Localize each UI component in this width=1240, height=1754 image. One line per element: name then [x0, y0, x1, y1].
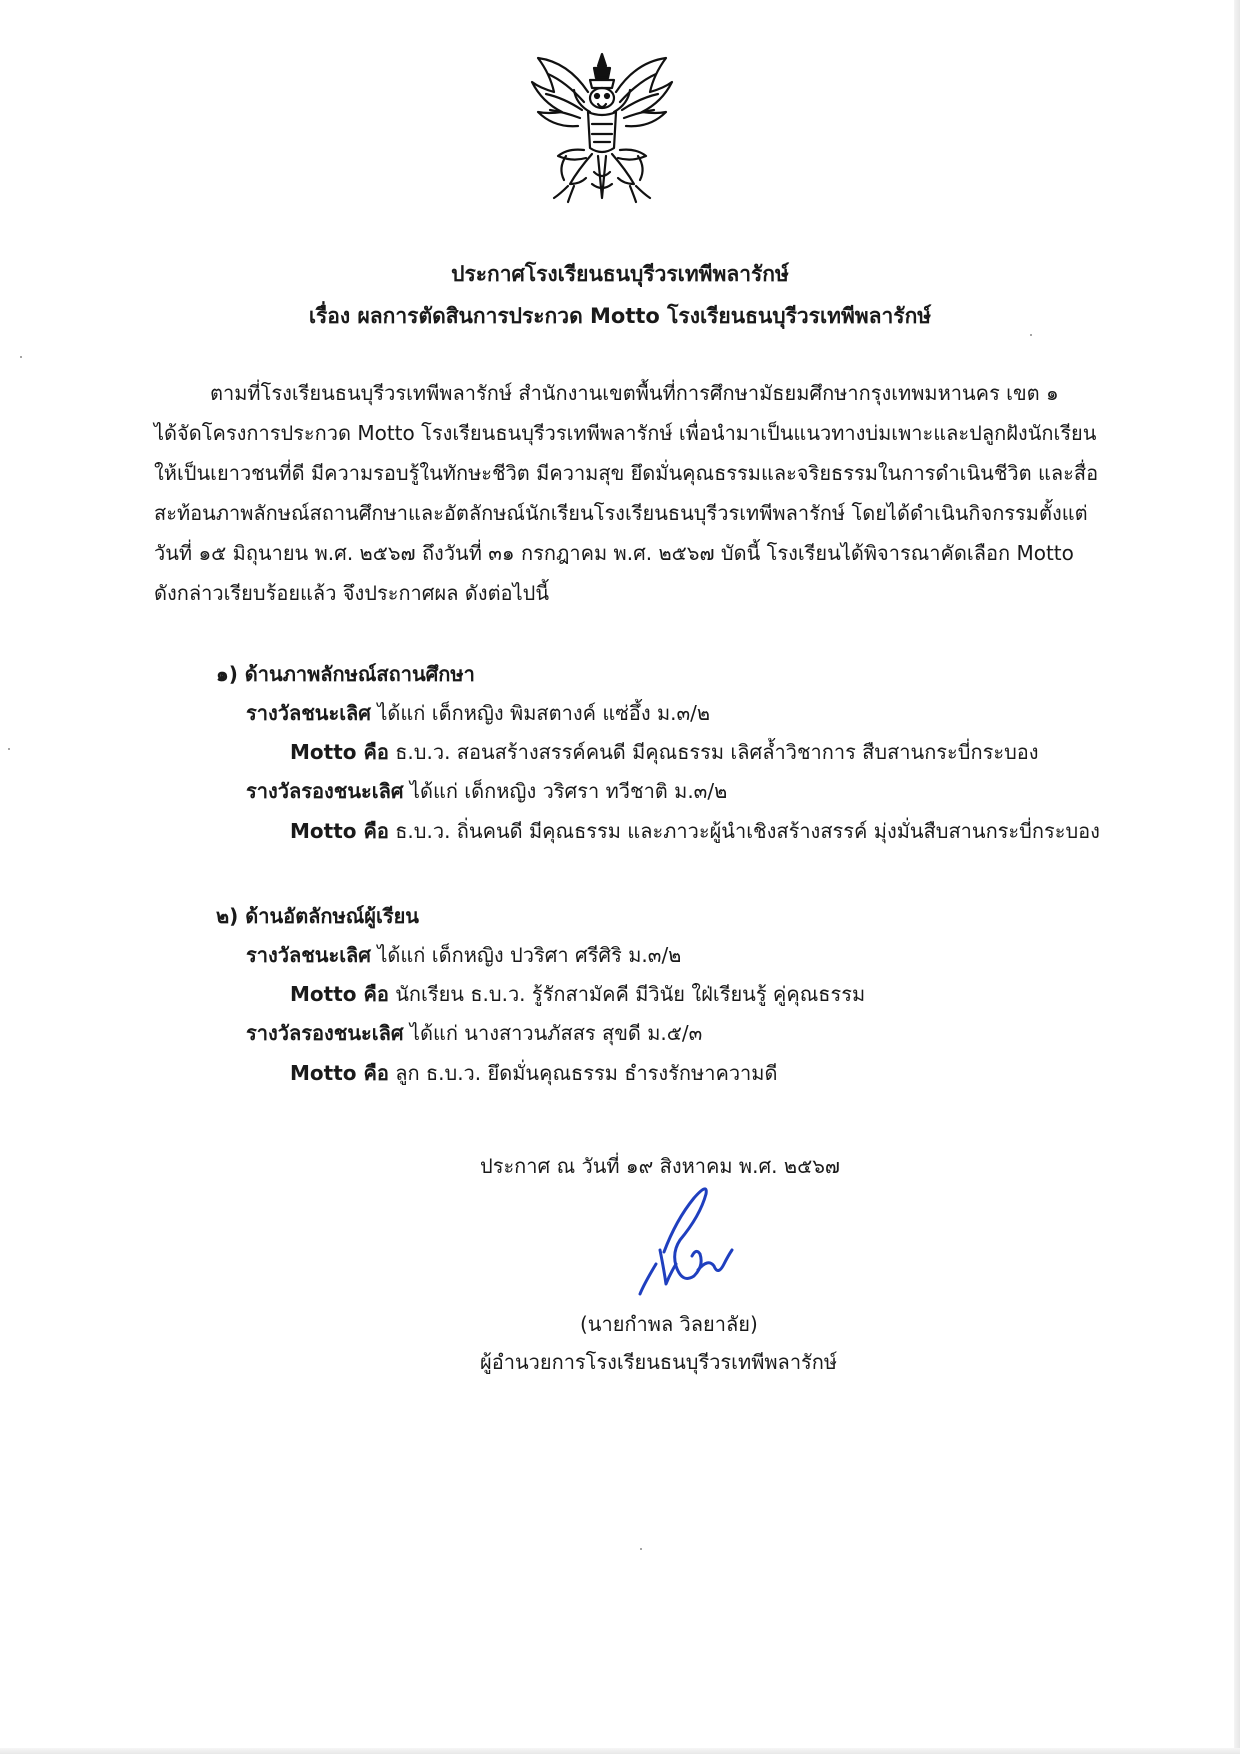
winner-text: ได้แก่ เด็กหญิง วริศรา ทวีชาติ ม.๓/๒ [409, 779, 728, 803]
handwritten-signature [636, 1180, 746, 1300]
signer-name: (นายกำพล วิลยาลัย) [580, 1312, 758, 1336]
scan-speck [640, 1548, 642, 1550]
scan-speck [20, 356, 22, 358]
award-row [246, 699, 710, 727]
award-row [246, 777, 727, 805]
intro-line: ตามที่โรงเรียนธนบุรีวรเทพีพลารักษ์ สำนักงานเขตพื้นที่การศึกษามัธยมศึกษากรุงเทพมหานคร เขต ๑ [210, 381, 1059, 405]
motto-row [290, 980, 865, 1008]
motto-text: ธ.บ.ว. สอนสร้างสรรค์คนดี มีคุณธรรม เลิศล้ำวิชาการ สืบสานกระบี่กระบอง [395, 740, 1039, 764]
announcement-title: ประกาศโรงเรียนธนบุรีวรเทพีพลารักษ์ [451, 262, 789, 286]
scan-speck [1030, 334, 1032, 336]
award-row [246, 941, 681, 969]
winner-text: ได้แก่ นางสาวนภัสสร สุขดี ม.๕/๓ [409, 1021, 703, 1045]
intro-line: วันที่ ๑๕ มิถุนายน พ.ศ. ๒๕๖๗ ถึงวันที่ ๓๑ กรกฎาคม พ.ศ. ๒๕๖๗ บัดนี้ โรงเรียนได้พิจารณาคัดเลือก Motto [154, 541, 1074, 565]
scan-speck [8, 748, 10, 750]
intro-line: สะท้อนภาพลักษณ์สถานศึกษาและอัตลักษณ์นักเรียนโรงเรียนธนบุรีวรเทพีพลารักษ์ โดยได้ดำเนินกิจกรรมตั้งแต่ [154, 501, 1088, 525]
page-edge [0, 1748, 1240, 1754]
motto-label: Motto คือ [290, 740, 389, 764]
garuda-emblem-icon [528, 52, 676, 204]
award-label: รางวัลชนะเลิศ [246, 701, 371, 725]
winner-text: ได้แก่ เด็กหญิง ปวริศา ศรีศิริ ม.๓/๒ [377, 943, 682, 967]
motto-text: ธ.บ.ว. ถิ่นคนดี มีคุณธรรม และภาวะผู้นำเชิงสร้างสรรค์ มุ่งมั่นสืบสานกระบี่กระบอง [395, 819, 1100, 843]
motto-label: Motto คือ [290, 982, 389, 1006]
award-label: รางวัลชนะเลิศ [246, 943, 371, 967]
intro-paragraph [154, 373, 1126, 613]
announcement-subject: เรื่อง ผลการตัดสินการประกวด Motto โรงเรียนธนบุรีวรเทพีพลารักษ์ [308, 304, 932, 328]
page-edge [1234, 0, 1240, 1754]
motto-row [290, 738, 1039, 766]
intro-line: ได้จัดโครงการประกวด Motto โรงเรียนธนบุรีวรเทพีพลารักษ์ เพื่อนำมาเป็นแนวทางบ่มเพาะและปลูกฝังนักเรียน [154, 421, 1097, 445]
winner-text: ได้แก่ เด็กหญิง พิมสตางค์ แซ่อึ้ง ม.๓/๒ [377, 701, 711, 725]
announcement-date: ประกาศ ณ วันที่ ๑๙ สิงหาคม พ.ศ. ๒๕๖๗ [480, 1154, 840, 1178]
motto-label: Motto คือ [290, 819, 389, 843]
award-label: รางวัลรองชนะเลิศ [246, 1021, 404, 1045]
motto-text: นักเรียน ธ.บ.ว. รู้รักสามัคคี มีวินัย ใฝ่เรียนรู้ คู่คุณธรรม [395, 982, 866, 1006]
section-heading: ๒) ด้านอัตลักษณ์ผู้เรียน [216, 904, 419, 928]
signer-position: ผู้อำนวยการโรงเรียนธนบุรีวรเทพีพลารักษ์ [480, 1350, 838, 1374]
intro-line: ดังกล่าวเรียบร้อยแล้ว จึงประกาศผล ดังต่อไปนี้ [154, 581, 549, 605]
award-label: รางวัลรองชนะเลิศ [246, 779, 404, 803]
motto-row [290, 817, 1100, 845]
motto-row [290, 1059, 777, 1087]
intro-line: ให้เป็นเยาวชนที่ดี มีความรอบรู้ในทักษะชีวิต มีความสุข ยึดมั่นคุณธรรมและจริยธรรมในการดำเนินชีวิต และสื่อ [154, 461, 1099, 485]
award-row [246, 1019, 702, 1047]
motto-text: ลูก ธ.บ.ว. ยึดมั่นคุณธรรม ธำรงรักษาความดี [395, 1061, 778, 1085]
section-heading: ๑) ด้านภาพลักษณ์สถานศึกษา [216, 662, 475, 686]
motto-label: Motto คือ [290, 1061, 389, 1085]
